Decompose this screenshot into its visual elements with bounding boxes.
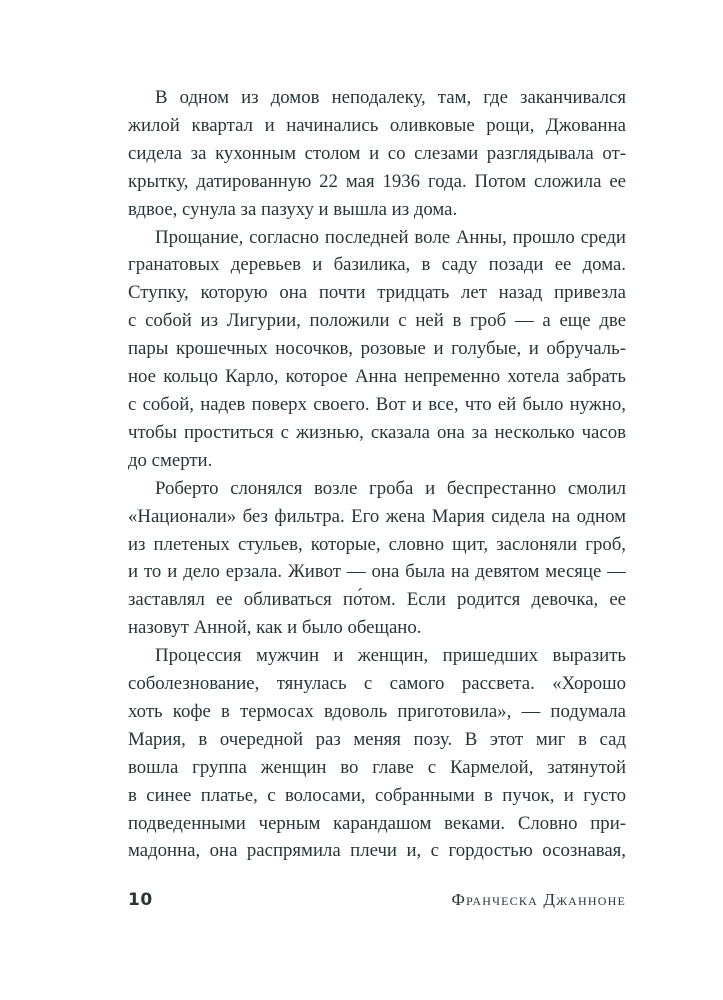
paragraph-1 — [128, 84, 626, 224]
text-line: Ступку, которую она почти тридцать лет назад привезла — [128, 282, 626, 304]
text-line: в синее платье, с волосами, собранными в пучок, и густо — [128, 784, 626, 806]
paragraph-2 — [128, 224, 626, 475]
text-line: Роберто слонялся возле гроба и беспрестанно смолил — [155, 477, 626, 499]
text-line: соболезнование, тянулась с самого рассвета. «Хорошо — [128, 673, 626, 695]
text-line: и то и дело ерзала. Живот — она была на девятом месяце — — [128, 561, 626, 583]
page-footer — [128, 888, 626, 914]
paragraph-3 — [128, 475, 626, 642]
text-line: «Национали» без фильтра. Его жена Мария сидела на одном — [128, 505, 626, 527]
text-line: ное кольцо Карло, которое Анна непременно хотела забрать — [128, 366, 626, 388]
page-number: 10 — [128, 890, 153, 910]
text-line: гранатовых деревьев и базилика, в саду позади ее дома. — [128, 254, 626, 276]
text-line: чтобы проститься с жизнью, сказала она за несколько часов — [128, 421, 626, 443]
text-line: назовут Анной, как и было обещано. — [128, 617, 422, 639]
text-line: с собой из Лигурии, положили с ней в гроб — а еще две — [128, 310, 626, 332]
text-line: Мария, в очередной раз меняя позу. В этот миг в сад — [128, 728, 626, 750]
text-line: вдвое, сунула за пазуху и вышла из дома. — [128, 198, 458, 220]
text-line: заставлял ее обливаться по́том. Если родится девочка, ее — [128, 589, 626, 611]
text-line: жилой квартал и начинались оливковые рощи, Джованна — [128, 114, 626, 136]
text-line: крытку, датированную 22 мая 1936 года. Потом сложила ее — [128, 170, 626, 192]
text-line: из плетеных стульев, которые, словно щит, заслоняли гроб, — [128, 533, 626, 555]
body-text — [128, 84, 626, 865]
text-line: вошла группа женщин во главе с Кармелой, затянутой — [128, 756, 626, 778]
text-line: сидела за кухонным столом и со слезами разглядывала от- — [128, 142, 626, 164]
text-line: В одном из домов неподалеку, там, где заканчивался — [155, 87, 626, 108]
text-line: с собой, надев поверх своего. Вот и все, что ей было нужно, — [128, 393, 626, 415]
text-line: подведенными черным карандашом веками. Словно при- — [128, 812, 626, 834]
text-line: мадонна, она распрямила плечи и, с гордостью осознавая, — [128, 840, 626, 862]
running-footer-author: Франческа Джанноне — [451, 890, 626, 909]
paragraph-4 — [128, 642, 626, 865]
text-line: Процессия мужчин и женщин, пришедших выразить — [155, 645, 626, 667]
text-line: пары крошечных носочков, розовые и голубые, и обручаль- — [128, 338, 626, 360]
text-line: Прощание, согласно последней воле Анны, прошло среди — [155, 226, 626, 248]
text-line: хоть кофе в термосах вдоволь приготовила», — подумала — [128, 700, 626, 722]
text-line: до смерти. — [128, 449, 213, 471]
